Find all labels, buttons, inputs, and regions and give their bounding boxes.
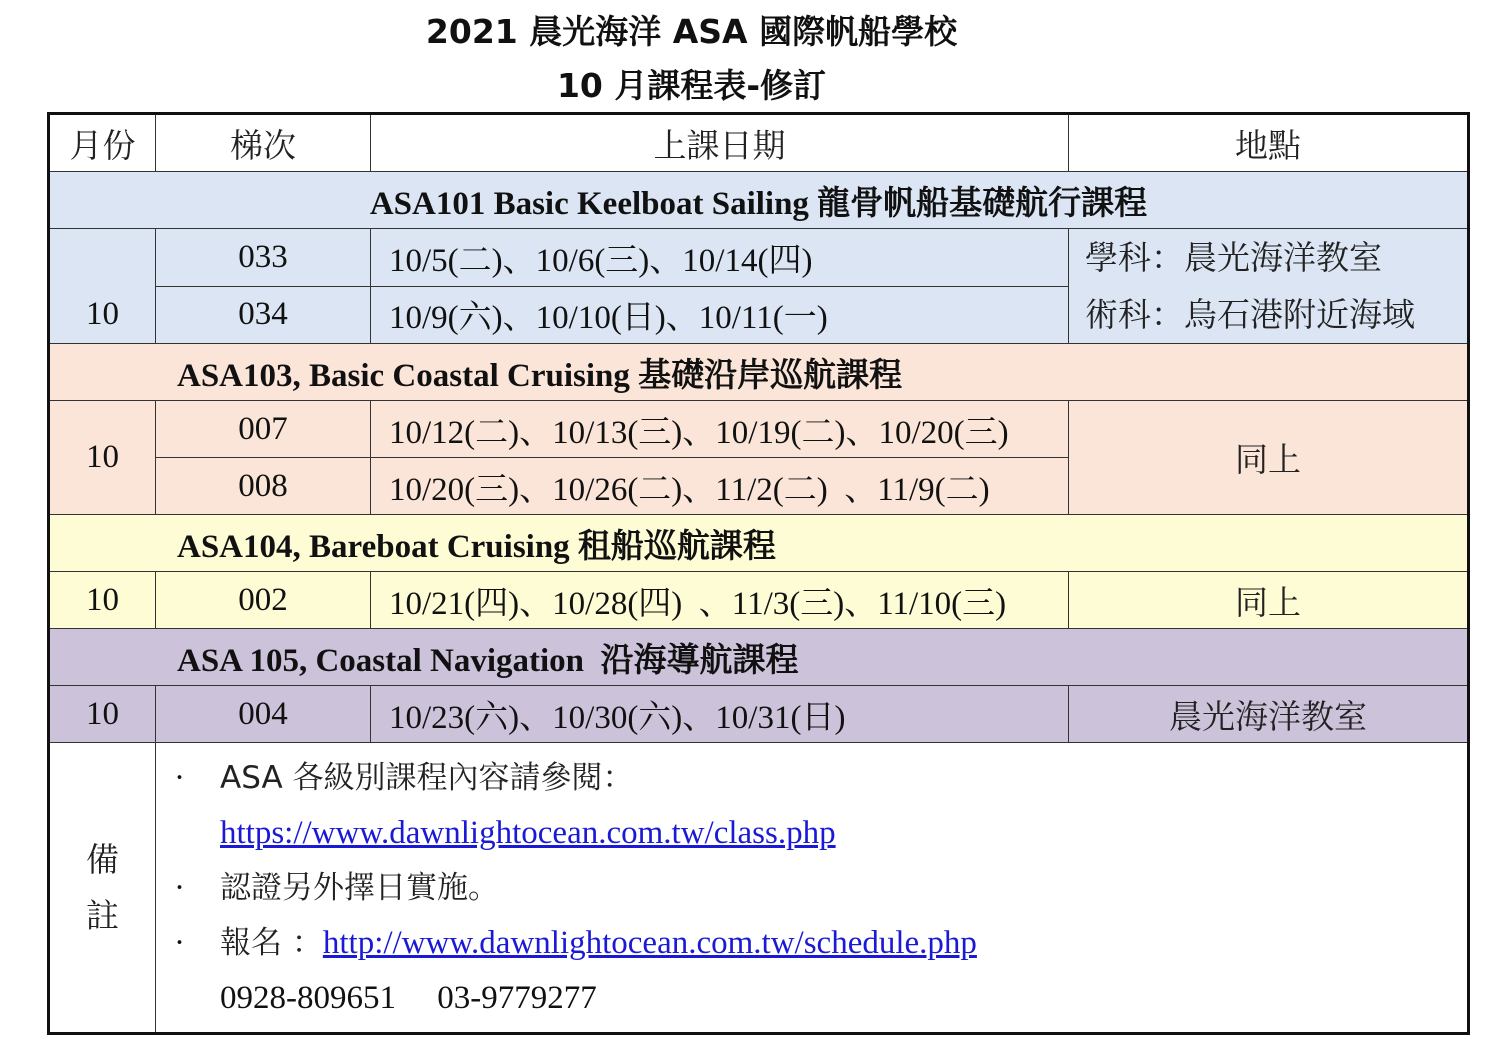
bullet: · — [174, 925, 185, 961]
phone-numbers: 0928-809651 03-9779277 — [220, 980, 597, 1016]
month-cell: 10 — [49, 401, 156, 515]
location-cell: 同上 — [1069, 401, 1469, 515]
course-row-asa101 — [49, 172, 1469, 229]
course-title: ASA103, Basic Coastal Cruising 基礎沿岸巡航課程 — [49, 344, 1469, 401]
notes-label — [49, 743, 156, 1034]
month-cell: 10 — [49, 229, 156, 344]
header-location: 地點 — [1069, 114, 1469, 172]
note-line — [174, 861, 1467, 916]
location-cell: 晨光海洋教室 — [1069, 686, 1469, 743]
course-title: ASA101 Basic Keelboat Sailing 龍骨帆船基礎航行課程 — [49, 172, 1469, 229]
table-row — [49, 401, 1469, 458]
table-row — [49, 229, 1469, 287]
notes-cell — [156, 743, 1469, 1034]
note-text: ASA 各級別課程內容請參閱： — [220, 760, 634, 796]
course-row-asa104 — [49, 515, 1469, 572]
batch-cell: 008 — [156, 458, 371, 515]
batch-cell: 034 — [156, 286, 371, 344]
notes-label-char: 備 — [86, 839, 119, 879]
batch-cell: 004 — [156, 686, 371, 743]
course-row-asa103 — [49, 344, 1469, 401]
location-cell: 同上 — [1069, 572, 1469, 629]
bullet: · — [174, 760, 185, 796]
dates-cell: 10/21(四)、10/28(四) 、11/3(三)、11/10(三) — [371, 572, 1069, 629]
course-title: ASA104, Bareboat Cruising 租船巡航課程 — [49, 515, 1469, 572]
month-cell: 10 — [49, 686, 156, 743]
class-info-link[interactable]: https://www.dawnlightocean.com.tw/class.php — [220, 815, 836, 851]
table-row — [49, 686, 1469, 743]
dates-cell: 10/9(六)、10/10(日)、10/11(一) — [371, 286, 1069, 344]
header-row — [49, 114, 1469, 172]
note-line — [174, 751, 1467, 806]
header-dates: 上課日期 — [371, 114, 1069, 172]
batch-cell: 033 — [156, 229, 371, 287]
note-text: 認證另外擇日實施。 — [220, 870, 499, 906]
dates-cell: 10/20(三)、10/26(二)、11/2(二) 、11/9(二) — [371, 458, 1069, 515]
document-title: 2021 晨光海洋 ASA 國際帆船學校 — [425, 12, 958, 51]
header-batch: 梯次 — [156, 114, 371, 172]
location-line: 學科：晨光海洋教室 — [1085, 238, 1382, 277]
dates-cell: 10/12(二)、10/13(三)、10/19(二)、10/20(三) — [371, 401, 1069, 458]
header-month: 月份 — [49, 114, 156, 172]
bullet: · — [174, 870, 185, 906]
course-row-asa105 — [49, 629, 1469, 686]
dates-cell: 10/5(二)、10/6(三)、10/14(四) — [371, 229, 1069, 287]
course-title: ASA 105, Coastal Navigation 沿海導航課程 — [49, 629, 1469, 686]
dates-cell: 10/23(六)、10/30(六)、10/31(日) — [371, 686, 1069, 743]
note-line — [174, 806, 1467, 861]
location-line: 術科：烏石港附近海域 — [1085, 295, 1415, 334]
batch-cell: 002 — [156, 572, 371, 629]
schedule-link[interactable]: http://www.dawnlightocean.com.tw/schedule.php — [322, 925, 977, 961]
note-line — [174, 971, 1467, 1026]
table-row — [49, 572, 1469, 629]
month-cell: 10 — [49, 572, 156, 629]
schedule-table — [47, 112, 1470, 1035]
batch-cell: 007 — [156, 401, 371, 458]
document-subtitle: 10 月課程表-修訂 — [556, 66, 827, 105]
note-line — [174, 916, 1467, 971]
notes-label-char: 註 — [86, 895, 119, 935]
note-text: 報名 ： — [220, 925, 323, 961]
notes-row — [49, 743, 1469, 1034]
location-cell — [1069, 229, 1469, 344]
